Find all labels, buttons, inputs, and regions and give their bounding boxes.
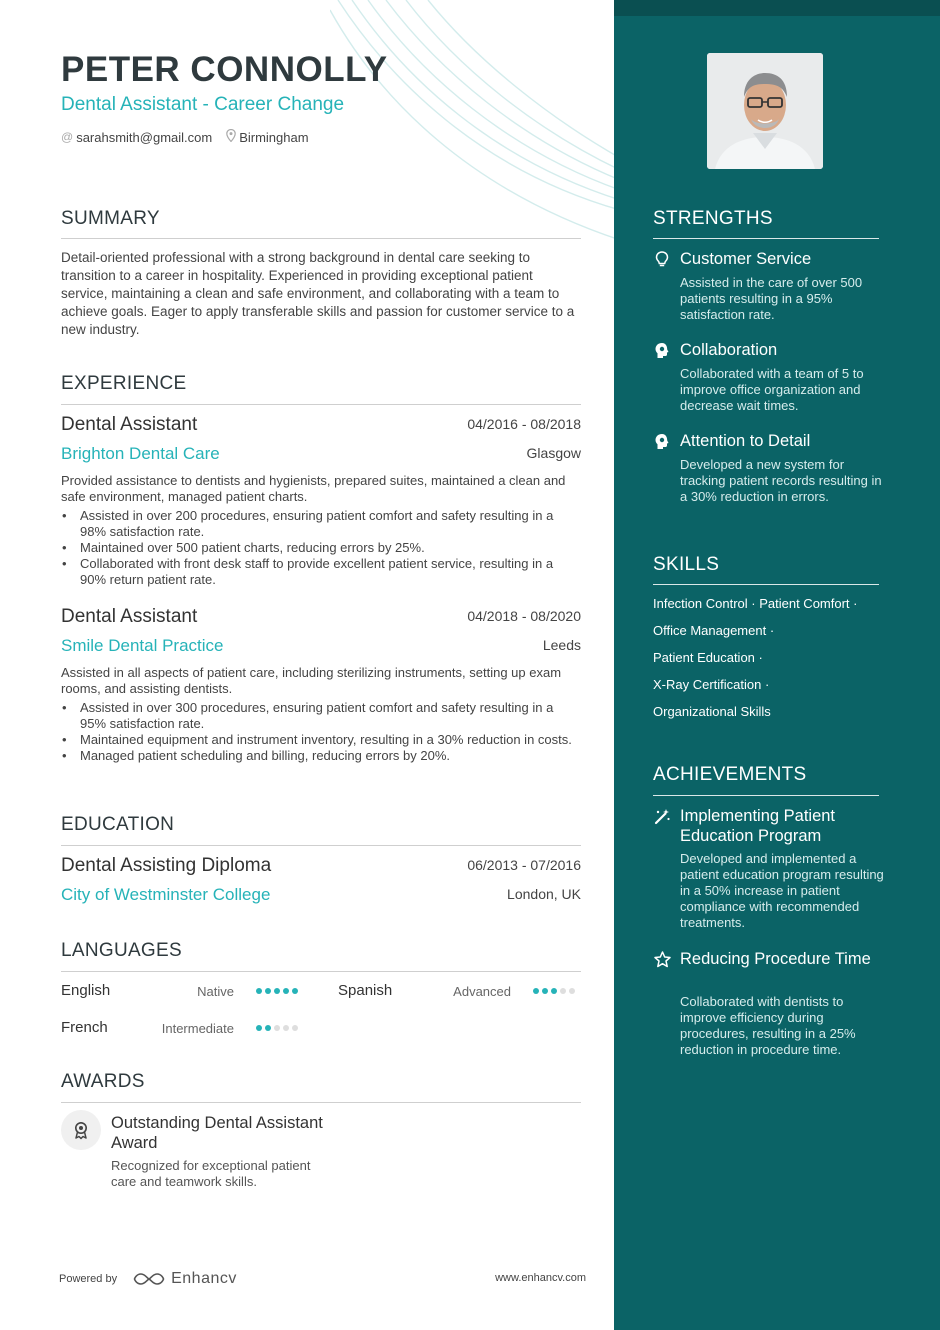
strength-description: Developed a new system for tracking patient records resulting in a 30% reduction in errors. [680,457,882,504]
star-icon [653,950,671,968]
candidate-name: PETER CONNOLLY [61,50,388,89]
head-icon [653,341,671,359]
job-location: Leeds [542,637,581,653]
education-heading: EDUCATION [61,814,175,835]
proficiency-dot-filled [256,988,262,994]
strength-title: Collaboration [680,341,778,359]
list-item: • Assisted in over 300 procedures, ensuring patient comfort and safety resulting in a 95% satisfaction rate. [61,700,581,732]
strengths-divider [653,238,879,239]
proficiency-dot-filled [542,988,548,994]
powered-by-label: Powered by [59,1273,118,1285]
proficiency-dot-filled [274,988,280,994]
list-item: • Collaborated with front desk staff to provide excellent patient service, resulting in a 90% return patient rate. [61,556,581,588]
proficiency-dot-filled [265,988,271,994]
job-dates: 04/2016 - 08/2018 [467,416,581,432]
education-degree: Dental Assisting Diploma [61,855,272,876]
proficiency-dot-filled [265,1025,271,1031]
languages-heading: LANGUAGES [61,940,182,961]
proficiency-dot-filled [292,988,298,994]
strength-description: Collaborated with a team of 5 to improve office organization and decrease wait times. [680,366,864,413]
education-dates: 06/2013 - 07/2016 [467,857,581,873]
awards-divider [61,1102,581,1103]
skill-line: Patient Education · [653,650,763,665]
language-dots [256,988,298,994]
strength-title: Attention to Detail [680,432,811,450]
achievement-description: Developed and implemented a patient education program resulting in a 50% increase in patient compliance with recommended treatments. [680,851,884,930]
language-name: Spanish [338,982,393,999]
award-description: Recognized for exceptional patient care and teamwork skills. [111,1158,311,1189]
proficiency-dot-filled [283,988,289,994]
proficiency-dot-empty [560,988,566,994]
education-divider [61,845,581,846]
achievements-heading: ACHIEVEMENTS [653,764,807,785]
job-bullets [61,700,581,764]
profile-photo [707,53,823,169]
language-dots [256,1025,298,1031]
language-level: Intermediate [161,1021,234,1036]
skills-heading: SKILLS [653,554,720,575]
list-item: • Managed patient scheduling and billing, reducing errors by 20%. [61,748,581,764]
skills-divider [653,584,879,585]
proficiency-dot-filled [551,988,557,994]
experience-heading: EXPERIENCE [61,373,187,394]
head-icon [653,432,671,450]
award-title: Outstanding Dental Assistant Award [111,1114,323,1152]
job-dates: 04/2018 - 08/2020 [467,608,581,624]
job-title: Dental Assistant [61,414,198,435]
summary-text: Detail-oriented professional with a strong background in dental care seeking to transition to a career in hospitality. Experienced in providing exceptional patient service, maintaining a clean and safe environment, and collaborating with a team to achieve goals. Eager to apply transferable skills and passion for customer service to a new industry. [61,250,575,337]
job-description: Provided assistance to dentists and hygienists, prepared suites, maintained a clean and safe environment, managed patient charts. [61,473,566,504]
proficiency-dot-empty [292,1025,298,1031]
language-dots [533,988,575,994]
job-company: Brighton Dental Care [61,444,220,463]
location-text: Birmingham [239,129,309,145]
education-location: London, UK [507,886,581,902]
achievements-divider [653,795,879,796]
job-location: Glasgow [526,445,581,461]
candidate-role: Dental Assistant - Career Change [61,94,345,115]
job-bullets [61,508,581,588]
sidebar [614,0,940,1330]
proficiency-dot-filled [256,1025,262,1031]
experience-divider [61,404,581,405]
main-column [59,0,586,1330]
achievement-description: Collaborated with dentists to improve efficiency during procedures, resulting in a 25% reduction in procedure time. [680,994,856,1057]
proficiency-dot-empty [569,988,575,994]
education-school: City of Westminster College [61,885,271,904]
brand-name: Enhancv [171,1270,237,1287]
lightbulb-icon [653,250,671,268]
enhancv-logo[interactable] [133,1270,237,1288]
strength-description: Assisted in the care of over 500 patients resulting in a 95% satisfaction rate. [680,275,863,322]
footer-url[interactable]: www.enhancv.com [495,1272,586,1284]
proficiency-dot-empty [274,1025,280,1031]
skill-line: Office Management · [653,623,775,638]
magic-wand-icon [653,807,671,825]
achievement-title: Implementing Patient Education Program [680,807,836,845]
list-item: • Assisted in over 200 procedures, ensuring patient comfort and safety resulting in a 98% satisfaction rate. [61,508,581,540]
awards-heading: AWARDS [61,1071,145,1092]
infinity-logo-icon [133,1271,165,1287]
location-contact [226,129,308,145]
skill-line: X-Ray Certification · [653,677,770,692]
strength-title: Customer Service [680,250,812,268]
email-contact[interactable] [61,129,212,145]
language-name: English [61,982,111,999]
strengths-heading: STRENGTHS [653,208,773,229]
location-pin-icon [226,129,236,145]
language-level: Native [197,984,234,999]
footer-branding [59,1270,237,1288]
summary-heading: SUMMARY [61,208,160,229]
sidebar-top-bar [614,0,940,16]
email-text: sarahsmith@gmail.com [76,129,213,145]
list-item: • Maintained equipment and instrument inventory, resulting in a 30% reduction in costs. [61,732,581,748]
job-description: Assisted in all aspects of patient care, including sterilizing instruments, setting up exam rooms, and assisting dentists. [61,665,562,696]
skill-line: Infection Control · Patient Comfort · [653,596,858,611]
skill-line: Organizational Skills [653,704,771,719]
language-level: Advanced [453,984,511,999]
contact-row [61,129,309,145]
proficiency-dot-filled [533,988,539,994]
list-item: • Maintained over 500 patient charts, reducing errors by 25%. [61,540,581,556]
proficiency-dot-empty [283,1025,289,1031]
at-sign-icon: @ [61,130,74,144]
summary-divider [61,238,581,239]
job-company: Smile Dental Practice [61,636,224,655]
achievement-title: Reducing Procedure Time [680,950,871,968]
languages-divider [61,971,581,972]
job-title: Dental Assistant [61,606,198,627]
language-name: French [61,1019,108,1036]
award-ribbon-icon [61,1110,101,1150]
